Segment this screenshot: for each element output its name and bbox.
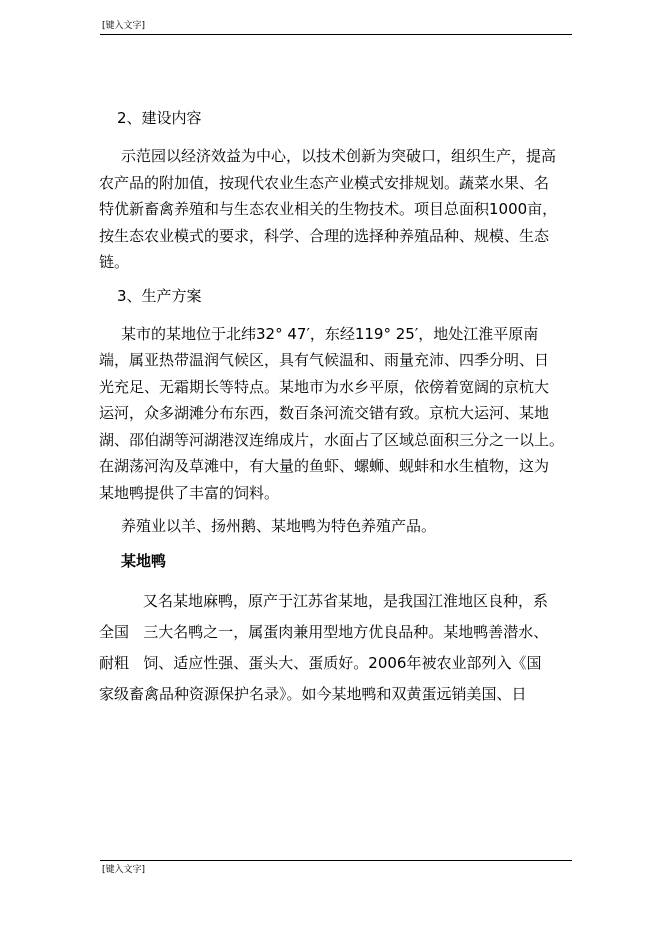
document-body	[99, 108, 579, 726]
section-2-paragraph: 示范园以经济效益为中心，以技术创新为突破口，组织生产，提高 农产品的附加值，按现代农业生态产业模式安排规划。蔬菜水果、名 特优新畜禽养殖和与生态农业相关的生物技术。项目总面积1000亩， 按生态农业模式的要求，科学、合理的选择种养殖品种、规模、生态 链。	[99, 147, 558, 271]
header-text: [键入文字]	[102, 21, 146, 31]
footer-text: [键入文字]	[102, 865, 146, 875]
section-3-paragraph: 某市的某地位于北纬32° 47′，东经119° 25′，地处江淮平原南 端，属亚热带温润气候区，具有气候温和、雨量充沛、四季分明、日 光充足、无霜期长等特点。某地市为水乡平原，依傍着宽阔的京杭大 运河，众多湖滩分布东西，数百条河流交错有致。京杭大运河、某地 湖、邵伯湖等河湖港汊连绵成片，水面占了区域总面积三分之一以上。 在湖荡河沟及草滩中，有大量的鱼虾、螺蛳、蚬蚌和水生植物，这为 某地鸭提供了丰富的饲料。	[99, 324, 565, 502]
breeding-paragraph: 养殖业以羊、扬州鹅、某地鸭为特色养殖产品。	[121, 517, 437, 535]
duck-paragraph: 又名某地麻鸭，原产于江苏省某地，是我国江淮地区良种，系 全国 三大名鸭之一，属蛋肉兼用型地方优良品种。某地鸭善潜水、 耐粗 饲、适应性强、蛋头大、蛋质好。2006年被农业部列入《国 家级畜禽品种资源保护名录》。如今某地鸭和双黄蛋远销美国、日	[99, 592, 549, 703]
section-2-title: 2、建设内容	[117, 109, 202, 127]
duck-heading: 某地鸭	[121, 552, 167, 570]
section-3-title: 3、生产方案	[117, 286, 202, 305]
header-rule	[100, 34, 572, 35]
footer-rule	[100, 860, 572, 861]
